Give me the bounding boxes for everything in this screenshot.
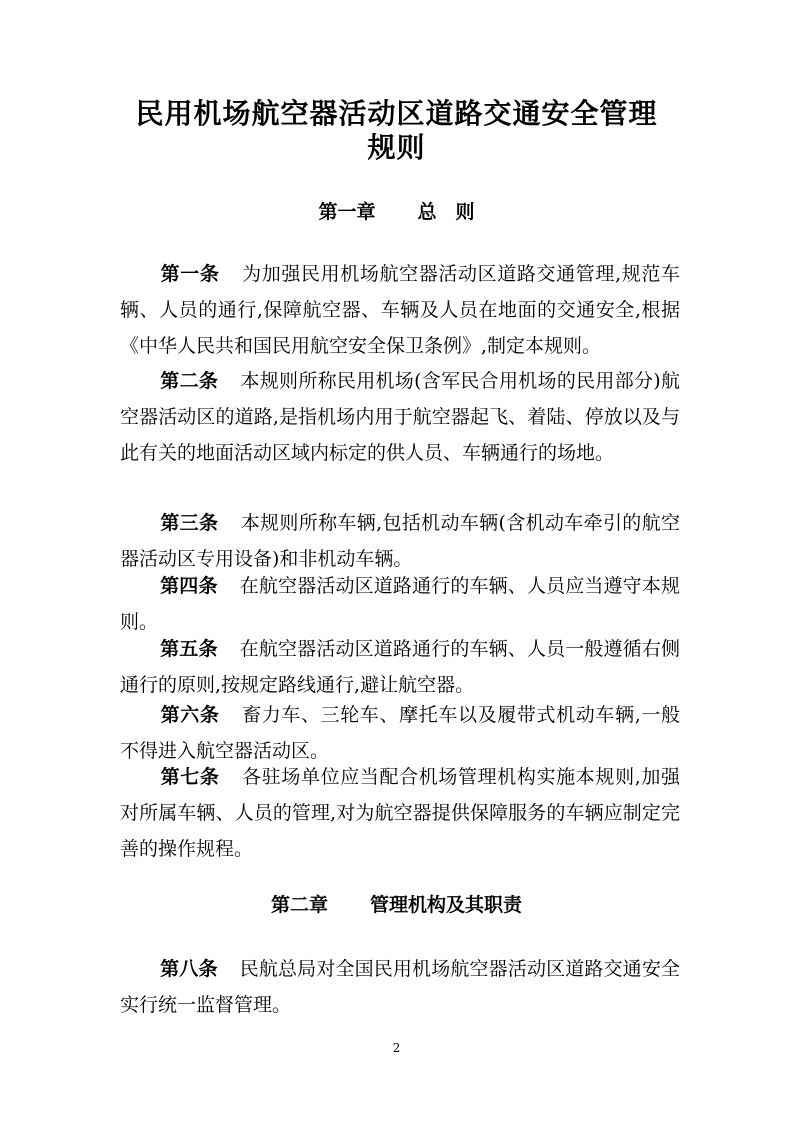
chapter-heading-1 (60, 200, 733, 224)
article-text: 各驻场单位应当配合机场管理机构实施本规则,加强对所属车辆、人员的管理,对为航空器提供保障服务的车辆应制定完善的操作规程。 (120, 766, 680, 860)
page-number: 2 (392, 1041, 401, 1055)
article-5 (120, 631, 680, 703)
article-label: 第六条 (160, 704, 220, 726)
article-label: 第一条 (160, 263, 220, 285)
chapter-heading-2 (60, 893, 733, 917)
article-label: 第二条 (160, 370, 219, 392)
article-2 (120, 363, 680, 471)
article-text: 畜力车、三轮车、摩托车以及履带式机动车辆,一般不得进入航空器活动区。 (120, 704, 680, 762)
article-text: 民航总局对全国民用机场航空器活动区道路交通安全实行统一监督管理。 (120, 958, 680, 1016)
chapter-name: 管理机构及其职责 (370, 894, 523, 916)
chapter-number: 第二章 (270, 894, 328, 916)
document-title-line-2: 规则 (367, 131, 426, 164)
chapter-name: 总 则 (417, 201, 475, 223)
document-title-line-1: 民用机场航空器活动区道路交通安全管理 (135, 97, 658, 130)
article-text: 本规则所称车辆,包括机动车辆(含机动车牵引的航空器活动区专用设备)和非机动车辆。 (120, 512, 680, 570)
article-label: 第四条 (160, 575, 218, 597)
article-4 (120, 568, 680, 640)
article-text: 本规则所称民用机场(含军民合用机场的民用部分)航空器活动区的道路,是指机场内用于航空器起飞、着陆、停放以及与此有关的地面活动区域内标定的供人员、车辆通行的场地。 (120, 370, 680, 464)
article-text: 为加强民用机场航空器活动区道路交通管理,规范车辆、人员的通行,保障航空器、车辆及人员在地面的交通安全,根据《中华人民共和国民用航空安全保卫条例》,制定本规则。 (120, 263, 680, 357)
article-label: 第八条 (160, 958, 218, 980)
article-label: 第三条 (160, 512, 219, 534)
article-label: 第五条 (160, 638, 218, 660)
chapter-number: 第一章 (318, 201, 376, 223)
article-1 (120, 256, 680, 364)
article-text: 在航空器活动区道路通行的车辆、人员应当遵守本规则。 (120, 575, 680, 633)
article-8 (120, 951, 680, 1023)
article-label: 第七条 (160, 766, 220, 788)
article-3 (120, 505, 680, 577)
article-text: 在航空器活动区道路通行的车辆、人员一般遵循右侧通行的原则,按规定路线通行,避让航空器。 (120, 638, 680, 696)
article-7 (120, 759, 680, 867)
